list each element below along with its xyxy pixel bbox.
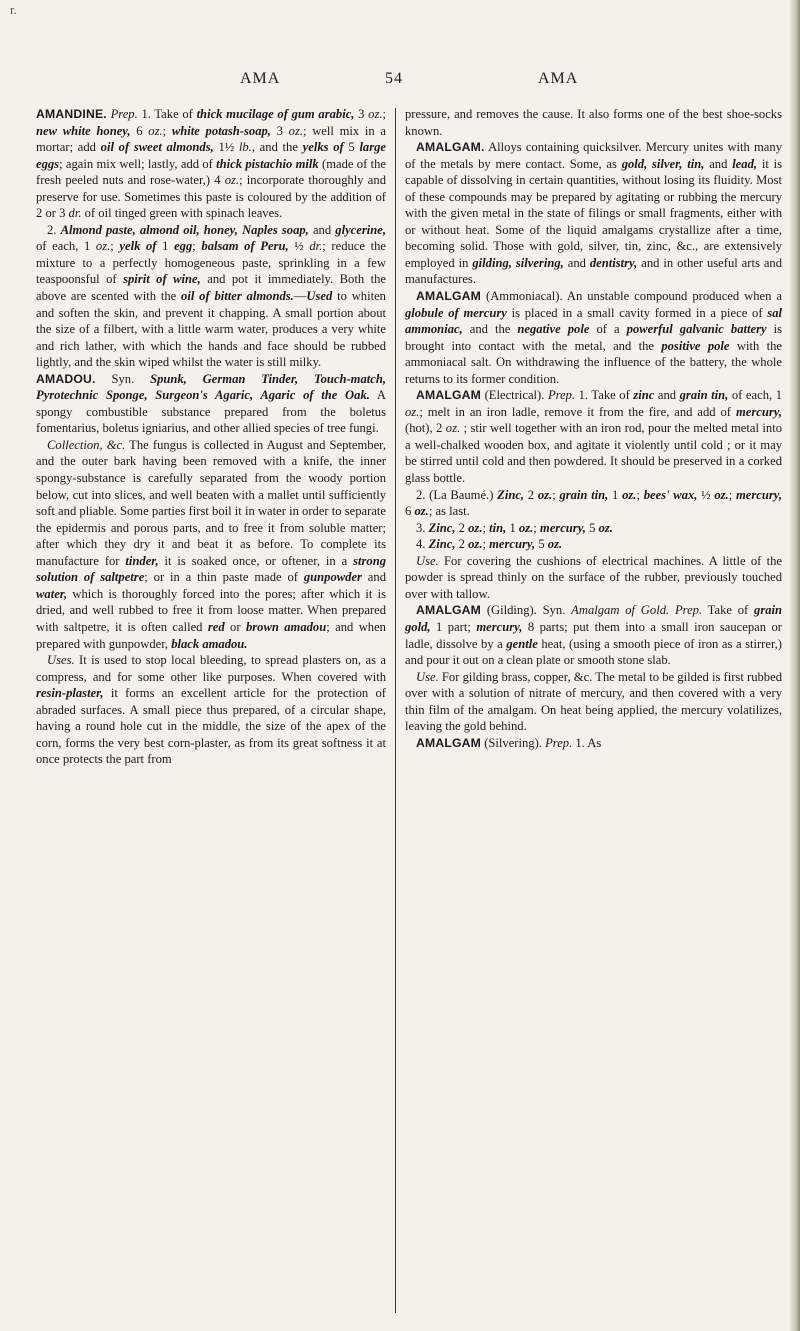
amalgam-gilding-use: Use. For gilding brass, copper, &c. The metal to be gilded is first rubbed over with a solution of nitrate of mercury, and then covered with a very thin film of the amalgam. On heat being applied, the mercury volatilizes, leaving the gold behind. — [405, 669, 782, 734]
entry-amalgam-electrical: AMALGAM (Electrical). Prep. 1. Take of zinc and grain tin, of each, 1 oz.; melt in an iron ladle, remove it from the fire, and add of mercury, (hot), 2 oz. ; stir well together with an iron rod, pour the melted metal into a well-chalked wooden box, and agitate it violently until cold ; or it may be stirred until cold and then powdered. It should be preserved in a corked glass bottle. — [405, 388, 782, 486]
page-corner-mark: r. — [10, 2, 17, 17]
entry-amalgam-gilding: AMALGAM (Gilding). Syn. Amalgam of Gold. Prep. Take of grain gold, 1 part; mercury, 8 parts; put them into a small iron saucepan or ladle, dissolve by a gentle heat, (using a smooth piece of iron as a stirrer,) and pour it out on a clean plate or smooth stone slab. — [405, 603, 783, 668]
amadou-uses: Uses. It is used to stop local bleeding, to spread plasters on, as a compress, and for some other like purposes. When covered with resin-plaster, it forms an excellent article for the protection of abraded surfaces. A small piece thus prepared, of a circular shape, having a round hole cut in the middle, the size of the apex of the corn, forms the very best corn-plaster, as from its great softness it at once protects the part from — [36, 653, 386, 767]
entry-amalgam-ammoniacal: AMALGAM (Ammoniacal). An unstable compound produced when a globule of mercury is placed in a small cavity formed in a piece of sal ammoniac, and the negative pole of a powerful galvanic battery is brought into contact with the metal, and the positive pole with the ammoniacal salt. On withdrawing the influence of the battery, the whole returns to its former condition. — [405, 289, 782, 386]
running-head-left: AMA — [240, 70, 281, 87]
headword: AMALGAM — [416, 735, 482, 750]
amalgam-electrical-recipe-2: 2. (La Baumé.) Zinc, 2 oz.; grain tin, 1 oz.; bees' wax, ½ oz.; mercury, 6 oz.; as last. — [405, 487, 783, 519]
running-head-right: AMA — [538, 70, 579, 87]
page-number: 54 — [385, 70, 403, 87]
amalgam-electrical-use: Use. For covering the cushions of electrical machines. A little of the powder is spread thinly on the surface of the rubber, previously touched over with tallow. — [405, 553, 782, 601]
headword: AMALGAM — [416, 603, 482, 618]
entry-amadou: AMADOU. Syn. Spunk, German Tinder, Touch-match, Pyrotechnic Sponge, Surgeon's Agaric, Agaric of the Oak. A spongy combustible substance prepared from the boletus fomentarius, boletus igniarius, and other allied species of tree fungi. — [36, 371, 386, 436]
headword: AMALGAM — [416, 388, 482, 403]
amadou-continuation: pressure, and removes the cause. It also forms one of the best shoe-socks known. — [405, 107, 782, 138]
right-column — [405, 106, 782, 751]
entry-amandine: AMANDINE. Prep. 1. Take of thick mucilage of gum arabic, 3 oz.; new white honey, 6 oz.; white potash-soap, 3 oz.; well mix in a mortar; add oil of sweet almonds, 1½ lb., and the yelks of 5 large eggs; again mix well; lastly, add of thick pistachio milk (made of the fresh peeled nuts and rose-water,) 4 oz.; incorporate thoroughly and preserve for use. Sometimes this paste is coloured by the addition of 2 or 3 dr. of oil tinged green with spinach leaves. — [36, 107, 387, 221]
page-edge-shadow — [790, 0, 800, 1331]
entry-amalgam-silvering: AMALGAM (Silvering). Prep. 1. As — [416, 735, 602, 750]
column-divider — [395, 108, 396, 1313]
left-column — [36, 106, 386, 768]
amalgam-electrical-recipe-3: 3. Zinc, 2 oz.; tin, 1 oz.; mercury, 5 oz. — [416, 520, 613, 535]
headword: AMALGAM. — [416, 140, 485, 155]
running-head — [0, 70, 800, 94]
headword: AMALGAM — [416, 289, 482, 304]
amalgam-electrical-recipe-4: 4. Zinc, 2 oz.; mercury, 5 oz. — [416, 537, 563, 552]
amadou-collection: Collection, &c. The fungus is collected in August and September, and the outer bark having been removed with a knife, the inner spongy-substance is carefully separated from the woody portion below, cut into slices, and well beaten with a mallet until sufficiently soft and pliable. Some parties first boil it in water in order to separate the epidermis and porous parts, and to free it from soluble matter; after which they dry it and beat it as before. To complete its manufacture for tinder, it is soaked once, or oftener, in a strong solution of saltpetre; or in a thin paste made of gunpowder and water, which is thoroughly forced into the pores; after which it is dried, and well rubbed to free it from loose matter. When prepared with saltpetre, it is often called red or brown amadou; and when prepared with gunpowder, black amadou. — [36, 437, 386, 651]
headword: AMANDINE. — [36, 107, 107, 121]
headword: AMADOU. — [36, 371, 96, 386]
amandine-recipe-2: 2. Almond paste, almond oil, honey, Naples soap, and glycerine, of each, 1 oz.; yelk of 1 egg; balsam of Peru, ½ dr.; reduce the mixture to a perfectly homogeneous paste, sprinkling in a few teaspoonsful of spirit of wine, and pot it immediately. Both the above are scented with the oil of bitter almonds.—Used to whiten and soften the skin, and prevent it chapping. A small portion about the size of a filbert, with a little warm water, produces a very white and rich lather, with which the hands and face should be rubbed lightly, and the skin wiped whilst the water is still milky. — [36, 222, 387, 370]
entry-amalgam: AMALGAM. Alloys containing quicksilver. Mercury unites with many of the metals by mere contact. Some, as gold, silver, tin, and lead, it is capable of dissolving in certain quantities, without losing its fluidity. Most of these compounds may be prepared by agitating or rubbing the mercury with the given metal in the state of filings or small fragments, either with or without heat. Some of the liquid amalgams crystallize after a time, becoming solid. Those with gold, silver, tin, zinc, &c., are extensively employed in gilding, silvering, and dentistry, and in other useful arts and manufactures. — [405, 140, 783, 287]
